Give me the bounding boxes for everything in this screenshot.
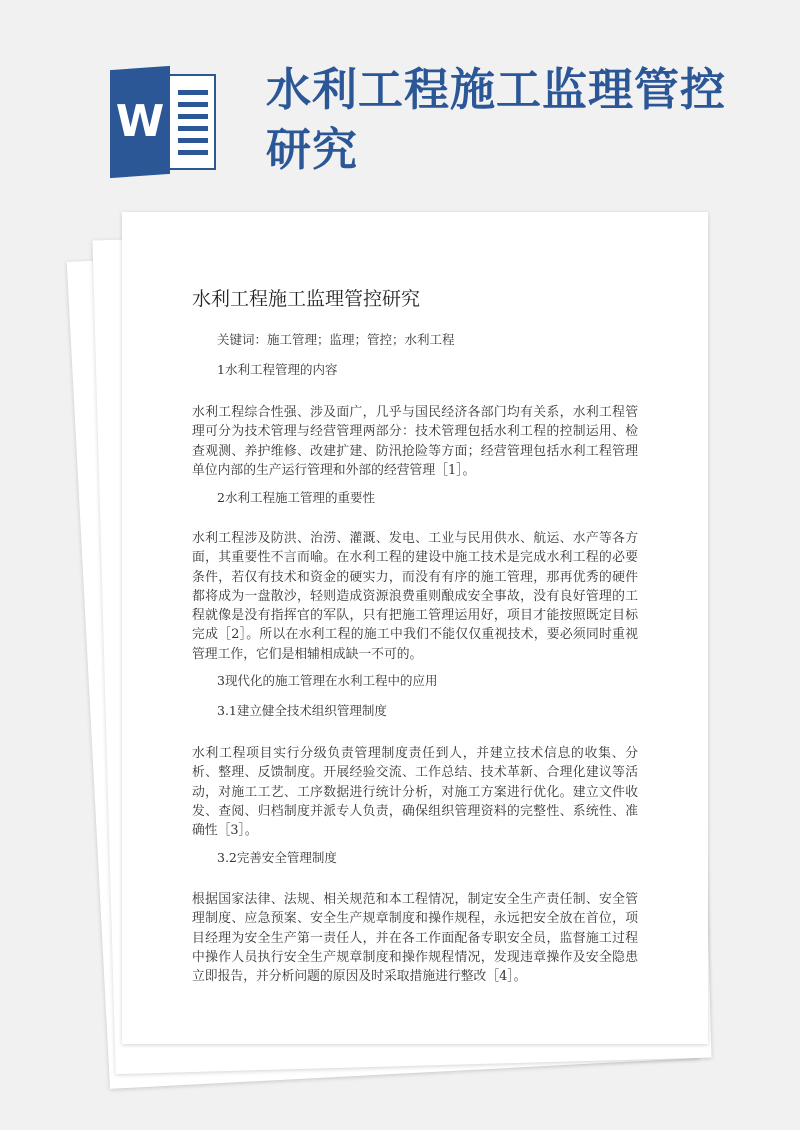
word-badge [110,66,170,178]
word-document-icon [110,68,222,176]
section-heading: 2水利工程施工管理的重要性 [217,490,375,505]
section-paragraph: 根据国家法律、法规、相关规范和本工程情况，制定安全生产责任制、安全管理制度、应急预案、安全生产规章制度和操作规程，永远把安全放在首位，项目经理为安全生产第一责任人，并在各工作面配备专职安全员，监督施工过程中操作人员执行安全生产规章制度和操作规程情况，发现违章操作及安全隐患立即报告，并分析问题的原因及时采取措施进行整改［4］。 [192,892,638,985]
document-title: 水利工程施工监理管控研究 [192,288,421,310]
hero-title: 水利工程施工监理管控研究 [266,63,727,176]
section-heading: 1水利工程管理的内容 [217,362,338,377]
keywords-line: 关键词：施工管理；监理；管控；水利工程 [217,332,455,347]
section-heading: 3.2完善安全管理制度 [217,850,337,865]
section-paragraph: 水利工程涉及防洪、治涝、灌溉、发电、工业与民用供水、航运、水产等各方面，其重要性不言而喻。在水利工程的建设中施工技术是完成水利工程的必要条件，若仅有技术和资金的硬实力，而没有有序的施工管理，那再优秀的硬件都将成为一盘散沙，轻则造成资源浪费重则酿成安全事故，没有良好管理的工程就像是没有指挥官的军队，只有把施工管理运用好，项目才能按照既定目标完成［2］。所以在水利工程的施工中我们不能仅仅重视技术，要必须同时重视管理工作，它们是相辅相成缺一不可的。 [192,531,638,662]
section-heading: 3现代化的施工管理在水利工程中的应用 [217,673,438,688]
word-letter: W [115,96,165,147]
section-heading: 3.1建立健全技术组织管理制度 [217,703,387,718]
section-paragraph: 水利工程综合性强、涉及面广，几乎与国民经济各部门均有关系，水利工程管理可分为技术管理与经营管理两部分：技术管理包括水利工程的控制运用、检查观测、养护维修、改建扩建、防汛抢险等方面；经营管理包括水利工程管理单位内部的生产运行管理和外部的经营管理［1］。 [192,405,638,478]
section-paragraph: 水利工程项目实行分级负责管理制度责任到人，并建立技术信息的收集、分析、整理、反馈制度。开展经验交流、工作总结、技术革新、合理化建议等活动，对施工工艺、工序数据进行统计分析，对施工方案进行优化。建立文件收发、查阅、归档制度并派专人负责，确保组织管理资料的完整性、系统性、准确性［3］。 [192,746,638,839]
